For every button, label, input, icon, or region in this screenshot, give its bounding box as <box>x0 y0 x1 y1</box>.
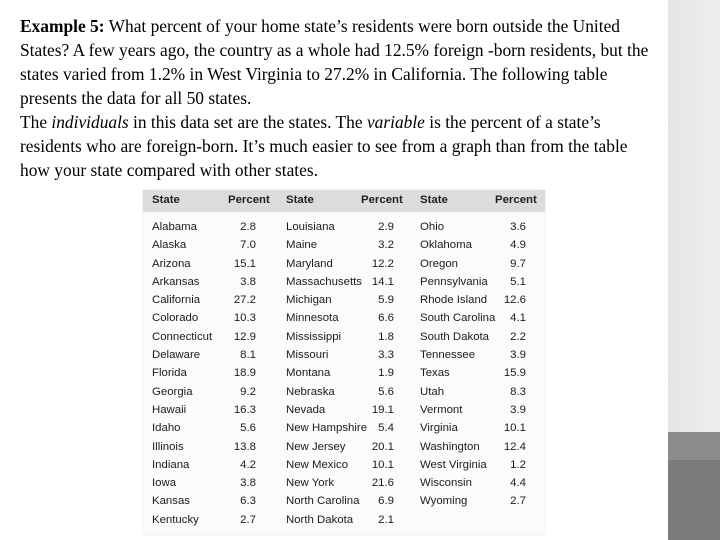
state-name-cell: Alabama <box>152 221 197 233</box>
header-percent-1: Percent <box>228 194 270 206</box>
header-state-3: State <box>420 194 448 206</box>
percent-cell: 12.2 <box>371 257 394 270</box>
header-percent-2: Percent <box>361 194 403 206</box>
table-row <box>286 291 394 309</box>
state-name-cell: Colorado <box>152 312 199 325</box>
table-row <box>152 383 258 401</box>
table-row <box>420 364 526 382</box>
table-row <box>420 273 526 291</box>
table-row <box>286 236 394 254</box>
table-row <box>286 309 394 327</box>
percent-cell: 3.3 <box>378 349 394 362</box>
state-name-cell: Washington <box>420 440 480 453</box>
percent-cell: 9.7 <box>510 257 526 270</box>
percent-cell: 6.6 <box>378 312 394 325</box>
table-row <box>286 492 394 510</box>
table-row <box>286 474 394 492</box>
percent-cell: 8.3 <box>510 385 526 398</box>
state-name-cell: Iowa <box>152 477 177 490</box>
state-name-cell: Vermont <box>420 403 463 416</box>
percent-cell: 13.8 <box>233 440 256 453</box>
percent-cell: 1.2 <box>510 458 526 471</box>
state-name-cell: Delaware <box>152 349 201 362</box>
intro-text-part: The <box>20 112 52 132</box>
percent-cell: 10.1 <box>503 422 526 435</box>
table-row <box>152 438 258 456</box>
intro-text-part: in this data set are the states. The <box>128 112 367 132</box>
slide-side-strip <box>668 0 720 540</box>
percent-cell: 2.9 <box>378 221 394 233</box>
percent-cell: 21.6 <box>371 477 394 490</box>
percent-cell: 14.1 <box>371 275 394 288</box>
percent-cell: 15.1 <box>233 257 256 270</box>
example-label: Example 5: <box>20 16 105 36</box>
percent-cell: 2.1 <box>378 513 394 526</box>
percent-cell: 16.3 <box>233 403 256 416</box>
percent-cell: 2.7 <box>510 495 526 508</box>
percent-cell: 27.2 <box>233 294 256 307</box>
state-name-cell: New Jersey <box>286 440 346 453</box>
table-row <box>152 492 258 510</box>
state-name-cell: Wisconsin <box>420 477 472 490</box>
state-name-cell: Alaska <box>152 239 187 252</box>
percent-cell: 10.1 <box>371 458 394 471</box>
table-row <box>152 236 258 254</box>
intro-question-text: What percent of your home state’s residents were born outside the United States? A few years ago, the country as a whole had 12.5% foreign -born residents, but the states varied from 1.2% in West Virginia to 27.2% in California. The following table presents the data for all 50 states. <box>20 16 649 108</box>
table-row <box>152 401 258 419</box>
table-row <box>286 218 394 236</box>
state-name-cell: Wyoming <box>420 495 468 508</box>
state-name-cell: Louisiana <box>286 221 335 233</box>
state-name-cell: New York <box>286 477 335 490</box>
state-name-cell: Mississippi <box>286 330 342 343</box>
state-name-cell: Nebraska <box>286 385 335 398</box>
table-row <box>420 309 526 327</box>
percent-cell: 12.9 <box>233 330 256 343</box>
table-row <box>420 255 526 273</box>
percent-cell: 1.9 <box>378 367 394 380</box>
state-name-cell: Arizona <box>152 257 191 270</box>
state-name-cell: Massachusetts <box>286 275 362 288</box>
state-name-cell: Florida <box>152 367 187 380</box>
foreign-born-table <box>143 190 545 534</box>
state-name-cell: Nevada <box>286 403 326 416</box>
table-column-group-3 <box>420 218 526 511</box>
state-name-cell: Connecticut <box>152 330 213 343</box>
percent-cell: 1.8 <box>378 330 394 343</box>
table-row <box>420 383 526 401</box>
percent-cell: 4.4 <box>510 477 526 490</box>
term-individuals: individuals <box>51 112 129 132</box>
state-name-cell: Hawaii <box>152 403 187 416</box>
percent-cell: 4.2 <box>240 458 256 471</box>
percent-cell: 8.1 <box>240 349 256 362</box>
percent-cell: 12.4 <box>503 440 526 453</box>
term-variable: variable <box>366 112 425 132</box>
header-state-2: State <box>286 194 314 206</box>
percent-cell: 12.6 <box>503 294 526 307</box>
percent-cell: 3.2 <box>378 239 394 252</box>
percent-cell: 5.1 <box>510 275 526 288</box>
table-row <box>286 419 394 437</box>
percent-cell: 4.9 <box>510 239 526 252</box>
state-name-cell: Kentucky <box>152 513 199 526</box>
state-name-cell: Missouri <box>286 349 329 362</box>
intro-text <box>20 14 660 182</box>
state-name-cell: Michigan <box>286 294 332 307</box>
state-name-cell: California <box>152 294 201 307</box>
state-name-cell: Maryland <box>286 257 333 270</box>
table-row <box>152 218 258 236</box>
state-name-cell: Indiana <box>152 458 190 471</box>
percent-cell: 2.7 <box>240 513 256 526</box>
percent-cell: 15.9 <box>503 367 526 380</box>
table-row <box>152 273 258 291</box>
table-row <box>420 456 526 474</box>
percent-cell: 3.8 <box>240 275 256 288</box>
percent-cell: 6.3 <box>240 495 256 508</box>
state-name-cell: Maine <box>286 239 318 252</box>
intro-paragraph-2 <box>20 110 660 182</box>
state-name-cell: Tennessee <box>420 349 476 362</box>
table-row <box>286 328 394 346</box>
table-row <box>420 419 526 437</box>
table-row <box>420 236 526 254</box>
table-row <box>152 346 258 364</box>
intro-text-part: is the percent of a state’s residents who are foreign-born. It’s much easier to see from a graph than from the table how your state compared with other states. <box>20 112 628 180</box>
table-row <box>152 309 258 327</box>
table-row <box>152 456 258 474</box>
intro-paragraph-1 <box>20 14 660 110</box>
table-column-group-1 <box>152 218 258 529</box>
table-row <box>420 474 526 492</box>
state-name-cell: Montana <box>286 367 331 380</box>
state-name-cell: West Virginia <box>420 458 487 471</box>
table-row <box>286 456 394 474</box>
table-row <box>286 364 394 382</box>
side-strip-light-band <box>668 0 720 432</box>
percent-cell: 3.8 <box>240 477 256 490</box>
table-row <box>286 401 394 419</box>
state-name-cell: New Hampshire <box>286 422 368 435</box>
state-name-cell: North Carolina <box>286 495 360 508</box>
table-row <box>152 291 258 309</box>
percent-cell: 5.4 <box>378 422 394 435</box>
percent-cell: 5.6 <box>240 422 256 435</box>
state-name-cell: Idaho <box>152 422 181 435</box>
table-row <box>420 291 526 309</box>
percent-cell: 9.2 <box>240 385 256 398</box>
table-row <box>420 438 526 456</box>
table-row <box>420 401 526 419</box>
table-column-group-2 <box>286 218 394 529</box>
header-percent-3: Percent <box>495 194 537 206</box>
state-name-cell: Pennsylvania <box>420 275 488 288</box>
percent-cell: 4.1 <box>510 312 526 325</box>
state-name-cell: Minnesota <box>286 312 339 325</box>
state-name-cell: Texas <box>420 367 450 380</box>
percent-cell: 5.9 <box>378 294 394 307</box>
table-row <box>420 492 526 510</box>
state-name-cell: Arkansas <box>152 275 200 288</box>
state-name-cell: Oklahoma <box>420 239 472 252</box>
state-name-cell: Rhode Island <box>420 294 488 307</box>
table-row <box>286 511 394 529</box>
table-row <box>152 328 258 346</box>
percent-cell: 6.9 <box>378 495 394 508</box>
percent-cell: 20.1 <box>371 440 394 453</box>
table-row <box>420 346 526 364</box>
state-name-cell: Ohio <box>420 221 445 233</box>
percent-cell: 10.3 <box>233 312 256 325</box>
state-name-cell: Virginia <box>420 422 458 435</box>
table-row <box>152 511 258 529</box>
table-row <box>420 218 526 236</box>
percent-cell: 3.6 <box>510 221 526 233</box>
percent-cell: 3.9 <box>510 349 526 362</box>
state-name-cell: North Dakota <box>286 513 354 526</box>
state-name-cell: Oregon <box>420 257 458 270</box>
table-row <box>152 255 258 273</box>
state-name-cell: Georgia <box>152 385 193 398</box>
percent-cell: 7.0 <box>240 239 256 252</box>
state-name-cell: South Dakota <box>420 330 490 343</box>
state-name-cell: Utah <box>420 385 445 398</box>
table-row <box>286 383 394 401</box>
table-row <box>152 364 258 382</box>
table-header <box>143 190 545 212</box>
state-name-cell: Illinois <box>152 440 184 453</box>
percent-cell: 3.9 <box>510 403 526 416</box>
table-row <box>286 346 394 364</box>
percent-cell: 5.6 <box>378 385 394 398</box>
side-strip-mid-band <box>668 460 720 540</box>
table-row <box>286 438 394 456</box>
state-name-cell: Kansas <box>152 495 190 508</box>
table-row <box>152 474 258 492</box>
table-row <box>152 419 258 437</box>
percent-cell: 19.1 <box>371 403 394 416</box>
state-name-cell: New Mexico <box>286 458 349 471</box>
percent-cell: 18.9 <box>233 367 256 380</box>
state-name-cell: South Carolina <box>420 312 496 325</box>
table-row <box>286 273 394 291</box>
percent-cell: 2.8 <box>240 221 256 233</box>
percent-cell: 2.2 <box>510 330 526 343</box>
header-state-1: State <box>152 194 180 206</box>
table-row <box>420 328 526 346</box>
table-row <box>286 255 394 273</box>
